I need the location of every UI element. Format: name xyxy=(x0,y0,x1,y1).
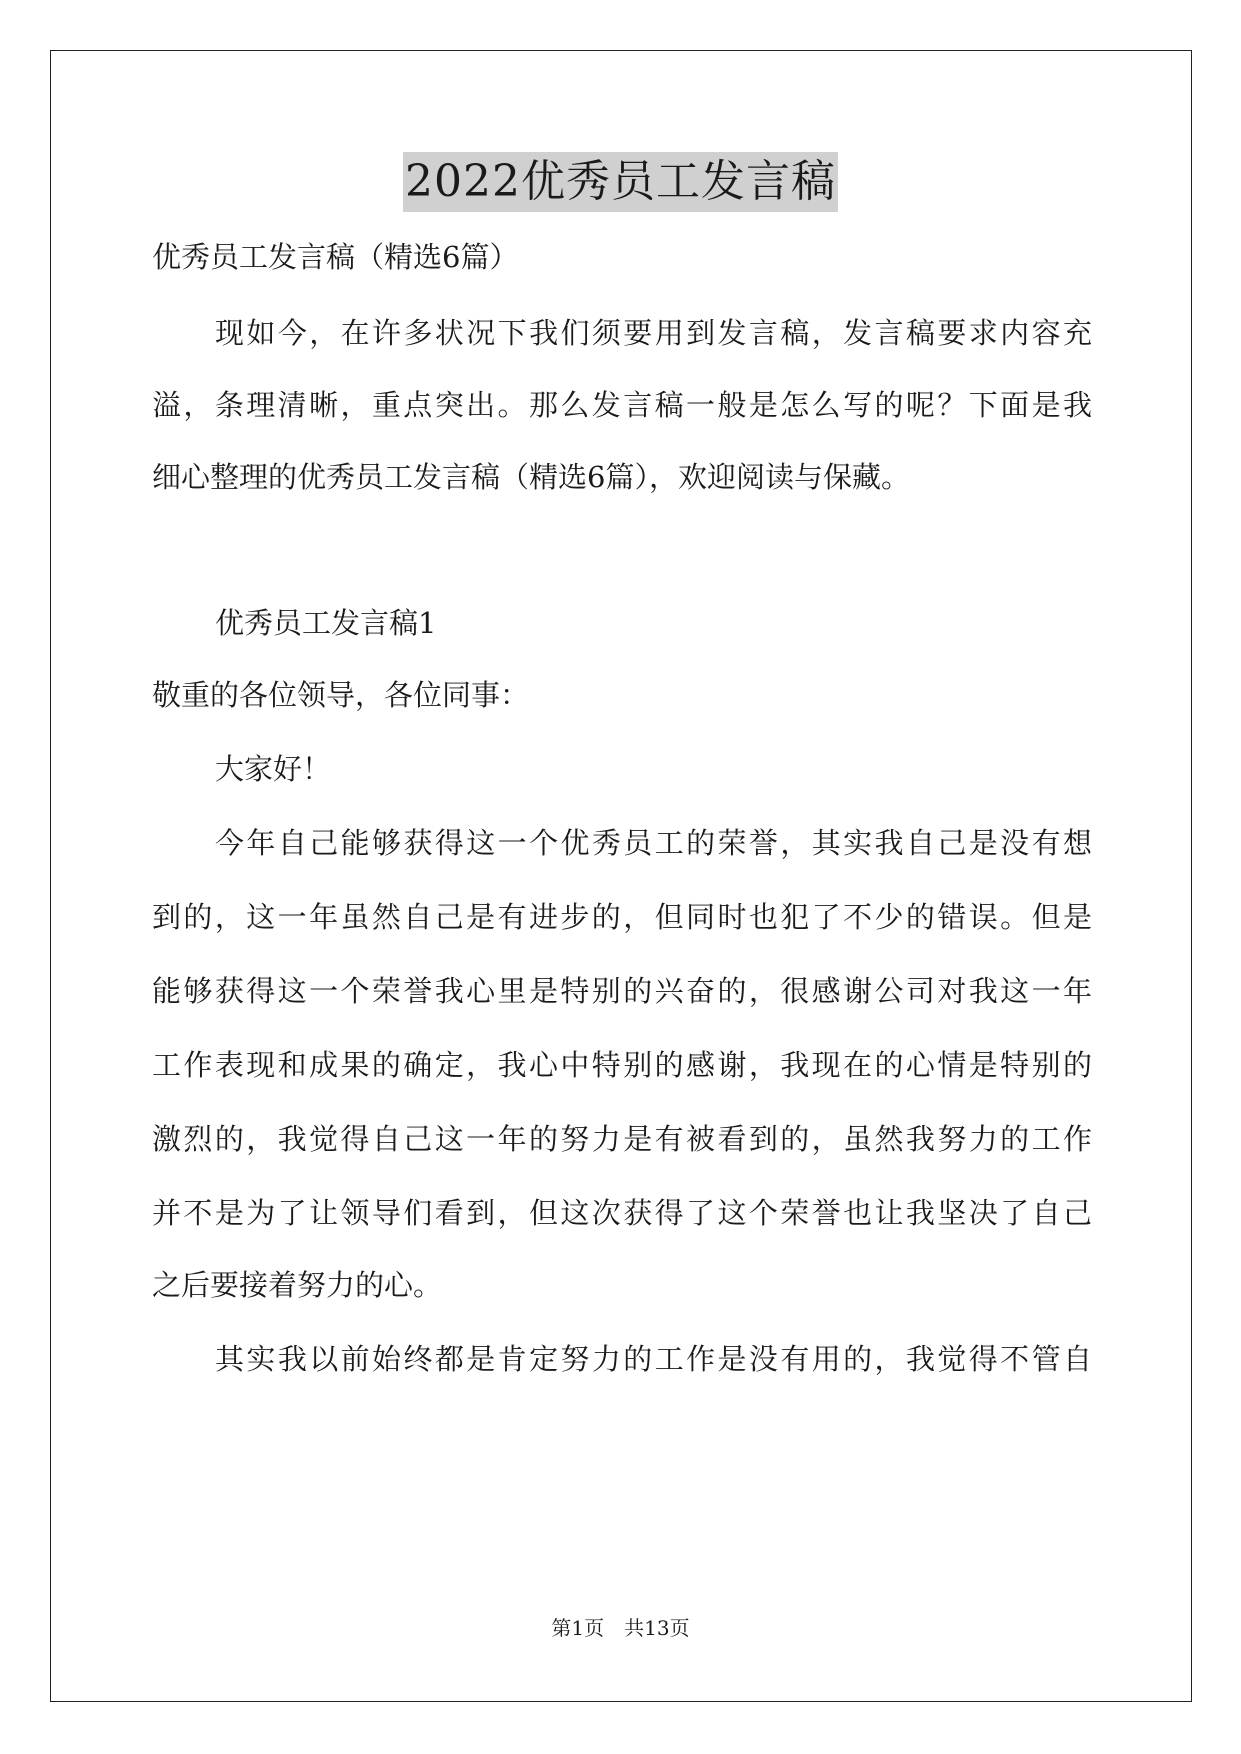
section-heading: 优秀员工发言稿1 xyxy=(215,606,437,640)
body-line-2: 到的，这一年虽然自己是有进步的，但同时也犯了不少的错误。但是 xyxy=(152,900,1092,934)
body-line-3: 能够获得这一个荣誉我心里是特别的兴奋的，很感谢公司对我这一年 xyxy=(152,974,1092,1008)
page-number: 第1页 xyxy=(551,1616,605,1640)
body-line-7: 之后要接着努力的心。 xyxy=(152,1268,443,1302)
intro-line-3: 细心整理的优秀员工发言稿（精选6篇），欢迎阅读与保藏。 xyxy=(152,460,910,494)
title-container xyxy=(0,152,1241,212)
document-title: 2022优秀员工发言稿 xyxy=(403,152,838,212)
body-line-4: 工作表现和成果的确定，我心中特别的感谢，我现在的心情是特别的 xyxy=(152,1048,1092,1082)
body-line-6: 并不是为了让领导们看到，但这次获得了这个荣誉也让我坚决了自己 xyxy=(152,1196,1092,1230)
subtitle: 优秀员工发言稿（精选6篇） xyxy=(152,240,519,274)
salutation: 敬重的各位领导，各位同事： xyxy=(152,678,530,712)
page-border xyxy=(50,50,1192,1702)
intro-line-1: 现如今，在许多状况下我们须要用到发言稿，发言稿要求内容充 xyxy=(215,316,1092,350)
body-line-1: 今年自己能够获得这一个优秀员工的荣誉，其实我自己是没有想 xyxy=(215,826,1092,860)
page-footer xyxy=(0,1614,1241,1642)
greeting: 大家好！ xyxy=(215,752,332,786)
page-total: 共13页 xyxy=(624,1616,690,1640)
intro-line-2: 溢，条理清晰，重点突出。那么发言稿一般是怎么写的呢？下面是我 xyxy=(152,388,1092,422)
body-line-5: 激烈的，我觉得自己这一年的努力是有被看到的，虽然我努力的工作 xyxy=(152,1122,1092,1156)
body2-line-1: 其实我以前始终都是肯定努力的工作是没有用的，我觉得不管自 xyxy=(215,1342,1092,1376)
